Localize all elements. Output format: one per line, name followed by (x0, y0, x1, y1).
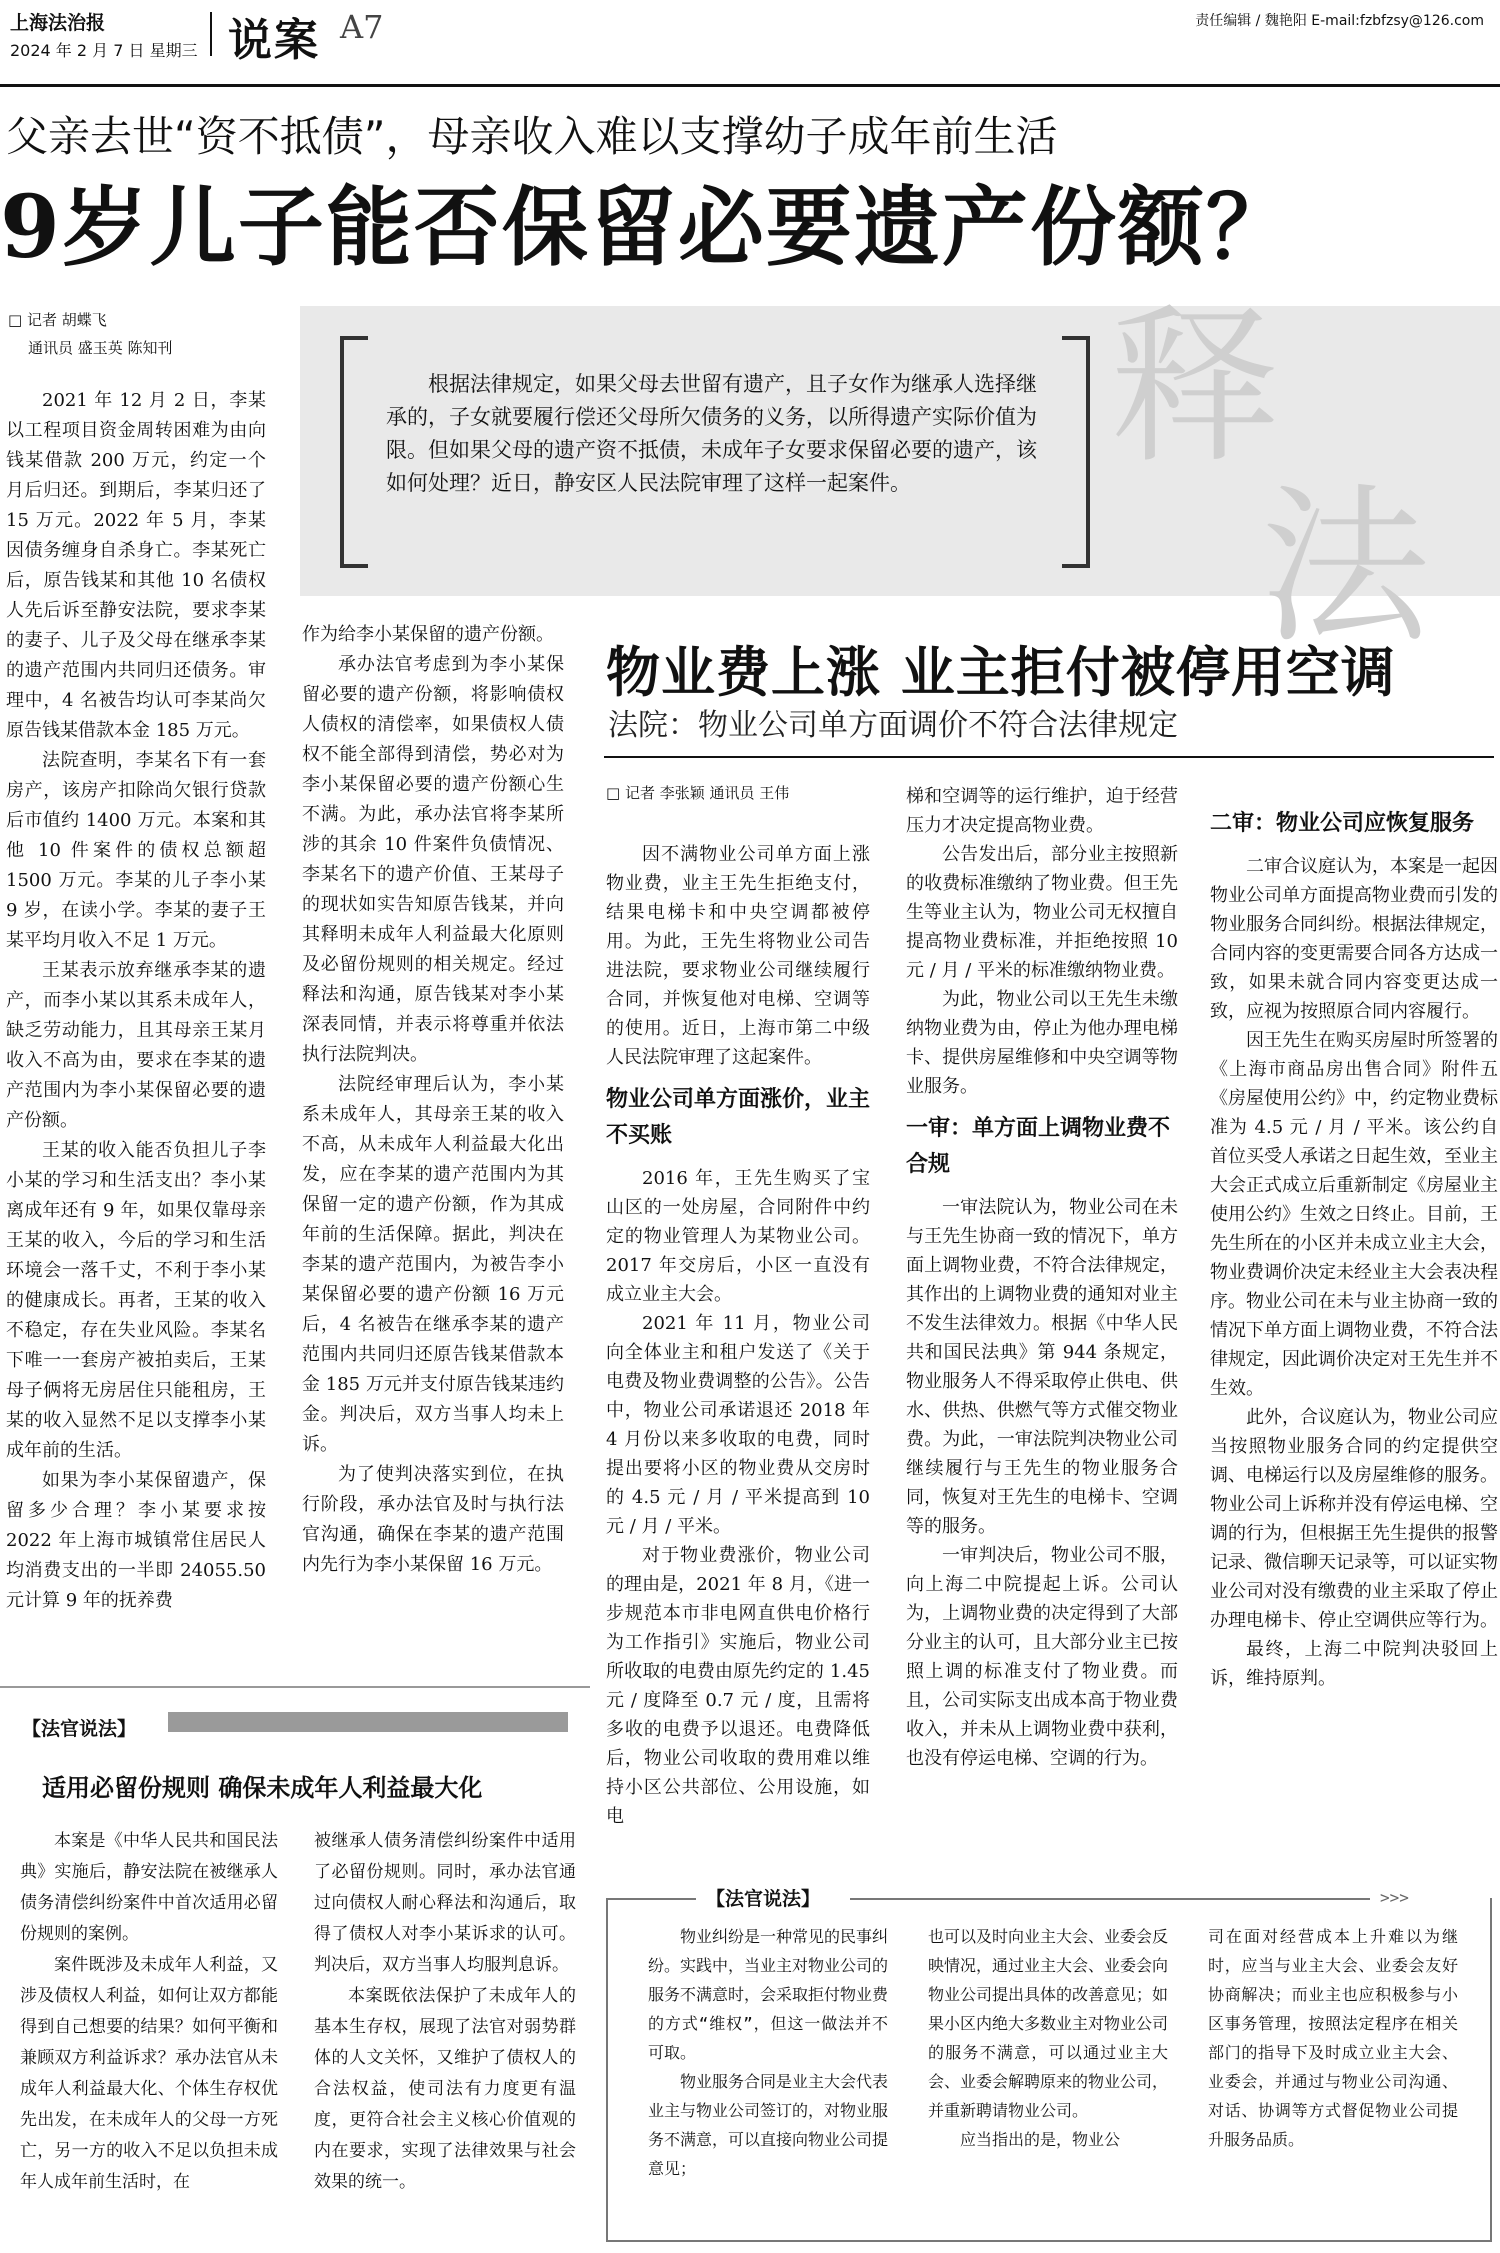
bracket-left (340, 336, 368, 568)
judge-comment1-column-2 (314, 1826, 576, 2226)
section-heading: 一审：单方面上调物业费不合规 (906, 1116, 1171, 1177)
paragraph: 一审法院认为，物业公司在未与王先生协商一致的情况下，单方面上调物业费，不符合法律规定，其作出的上调物业费的通知对业主不发生法律效力。根据《中华人民共和国民法典》第 944 条规定，物业服务人不得采取停止供电、供水、供热、供燃气等方式催交物业费。为此，一审法院判决物业公司继续履行与王先生的物业服务合同，恢复对王先生的电梯卡、空调等的服务。 (906, 1197, 1178, 1537)
paragraph: 法院经审理后认为，李小某系未成年人，其母亲王某的收入不高，从未成年人利益最大化出发，应在李某的遗产范围内为其保留一定的遗产份额，作为其成年前的生活保障。据此，判决在李某的遗产范围内，为被告李小某保留必要的遗产份额 16 万元后，4 名被告在继承李某的遗产范围内共同归还原告钱某借款本金 185 万元并支付原告钱某违约金。判决后，双方当事人均未上诉。 (302, 1074, 564, 1455)
judge-comment2-top-rule (606, 1898, 696, 1900)
paragraph: 王某表示放弃继承李某的遗产，而李小某以其系未成年人，缺乏劳动能力，且其母亲王某月收入不高为由，要求在李某的遗产范围内为李小某保留必要的遗产份额。 (6, 960, 266, 1131)
paragraph: 司在面对经营成本上升难以为继时，应当与业主大会、业委会友好协商解决；而业主也应积极参与小区事务管理，按照法定程序在相关部门的指导下及时成立业主大会、业委会，并通过与物业公司沟通、对话、协调等方式督促物业公司提升服务品质。 (1208, 1927, 1458, 2149)
judge-comment2-column-1 (648, 1922, 888, 2232)
article1-intro-box (340, 336, 1090, 568)
publication-date: 2024 年 2 月 7 日 星期三 (10, 41, 198, 60)
judge-comment1-title: 适用必留份规则 确保未成年人利益最大化 (42, 1774, 483, 1802)
paragraph: 作为给李小某保留的遗产份额。 (302, 624, 554, 645)
judge-comment1-bar (168, 1712, 568, 1732)
article1-subheadline: 父亲去世“资不抵债”，母亲收入难以支撑幼子成年前生活 (6, 112, 1058, 161)
paragraph: 物业服务合同是业主大会代表业主与物业公司签订的，对物业服务不满意，可以直接向物业公司提意见； (648, 2072, 888, 2178)
section-heading: 二审：物业公司应恢复服务 (1210, 811, 1475, 836)
paragraph: 本案是《中华人民共和国民法典》实施后，静安法院在被继承人债务清偿纠纷案件中首次适用必留份规则的案例。 (20, 1831, 278, 1944)
paragraph: 本案既依法保护了未成年人的基本生存权，展现了法官对弱势群体的人文关怀，又维护了债权人的合法权益，使司法有力度更有温度，更符合社会主义核心价值观的内在要求，实现了法律效果与社会效果的统一。 (314, 1986, 576, 2192)
paragraph: 案件既涉及未成年人利益，又涉及债权人利益，如何让双方都能得到自己想要的结果？如何平衡和兼顾双方利益诉求？承办法官从未成年人利益最大化、个体生存权优先出发，在未成年人的父母一方死亡，另一方的收入不足以负担未成年人成年前生活时，在 (20, 1955, 278, 2192)
section-name: 说案 (228, 15, 320, 66)
paragraph: 为此，物业公司以王先生未缴纳物业费为由，停止为他办理电梯卡、提供房屋维修和中央空调等物业服务。 (906, 989, 1178, 1097)
paragraph: 公告发出后，部分业主按照新的收费标准缴纳了物业费。但王先生等业主认为，物业公司无权擅自提高物业费标准，并拒绝按照 10 元 / 月 / 平米的标准缴纳物业费。 (906, 844, 1178, 981)
paragraph: 也可以及时向业主大会、业委会反映情况，通过业主大会、业委会向物业公司提出具体的改善意见；如果小区内绝大多数业主对物业公司的服务不满意，可以通过业主大会、业委会解聘原来的物业公司，并重新聘请物业公司。 (928, 1927, 1168, 2120)
paragraph: 2021 年 11 月，物业公司向全体业主和租户发送了《关于电费及物业费调整的公告》。公告中，物业公司承诺退还 2018 年 4 月份以来多收取的电费，同时提出要将小区的物业费从交房时的 4.5 元 / 月 / 平米提高到 10 元 / 月 / 平米。 (606, 1313, 870, 1537)
paragraph: 梯和空调等的运行维护，迫于经营压力才决定提高物业费。 (906, 786, 1178, 836)
paragraph: 2021 年 12 月 2 日，李某以工程项目资金周转困难为由向钱某借款 200 万元，约定一个月后归还。到期后，李某归还了 15 万元。2022 年 5 月，李某因债务缠身自杀身亡。李某死亡后，原告钱某和其他 10 名债权人先后诉至静安法院，要求李某的妻子、儿子及父母在继承李某的遗产范围内共同归还债务。审理中，4 名被告均认可李某尚欠原告钱某借款本金 185 万元。 (6, 390, 266, 741)
paragraph: 法院查明，李某名下有一套房产，该房产扣除尚欠银行贷款后市值约 1400 万元。本案和其他 10 件案件的债权总额超 1500 万元。李某的儿子李小某 9 岁，在读小学。李某的妻子王某平均月收入不足 1 万元。 (6, 750, 266, 951)
paragraph: 为了使判决落实到位，在执行阶段，承办法官及时与执行法官沟通，确保在李某的遗产范围内先行为李小某保留 16 万元。 (302, 1464, 564, 1575)
paragraph: 如果为李小某保留遗产，保留多少合理？李小某要求按 2022 年上海市城镇常住居民人均消费支出的一半即 24055.50 元计算 9 年的抚养费 (6, 1470, 266, 1611)
article1-intro: 根据法律规定，如果父母去世留有遗产，且子女作为继承人选择继承的，子女就要履行偿还父母所欠债务的义务，以所得遗产实际价值为限。但如果父母的遗产资不抵债，未成年子女要求保留必要的遗产，该如何处理？近日，静安区人民法院审理了这样一起案件。 (386, 372, 1037, 495)
article1-column-1 (6, 386, 266, 1682)
judge-comment2-column-2 (928, 1922, 1168, 2232)
paragraph: 物业纠纷是一种常见的民事纠纷。实践中，当业主对物业公司的服务不满意时，会采取拒付物业费的方式“维权”，但这一做法并不可取。 (648, 1927, 888, 2062)
paragraph: 因王先生在购买房屋时所签署的《上海市商品房出售合同》附件五《房屋使用公约》中，约定物业费标准为 4.5 元 / 月 / 平米。该公约自首位买受人承诺之日起生效，至业主大会正式成立后重新制定《房屋业主使用公约》生效之日终止。目前，王先生所在的小区并未成立业主大会，物业费调价决定未经业主大会表决程序。物业公司在未与业主协商一致的情况下单方面上调物业费，不符合法律规定，因此调价决定对王先生并不生效。 (1210, 1030, 1498, 1399)
page-number: A7 (340, 8, 384, 46)
editor-credit: 责任编辑 / 魏艳阳 E-mail:fzbfzsy@126.com (1195, 13, 1484, 29)
article2-subheadline: 法院：物业公司单方面调价不符合法律规定 (608, 708, 1178, 743)
judge-comment1-column-1 (20, 1826, 278, 2226)
judge-comment2-column-3 (1208, 1922, 1458, 2232)
section-heading: 物业公司单方面涨价，业主不买账 (606, 1087, 870, 1148)
judge-comment1-tag: 【法官说法】 (22, 1718, 137, 1740)
paragraph: 王某的收入能否负担儿子李小某的学习和生活支出？李小某离成年还有 9 年，如果仅靠母亲王某的收入，今后的学习和生活环境会一落千丈，不利于李小某的健康成长。再者，王某的收入不稳定，存在失业风险。李某名下唯一一套房产被拍卖后，王某母子俩将无房居住只能租房，王某的收入显然不足以支撑李小某成年前的生活。 (6, 1140, 266, 1461)
header-rule (0, 84, 1500, 87)
judge-comment1-rule (0, 1686, 590, 1688)
paragraph: 二审合议庭认为，本案是一起因物业公司单方面提高物业费而引发的物业服务合同纠纷。根据法律规定，合同内容的变更需要合同各方达成一致，如果未就合同内容变更达成一致，应视为按照原合同内容履行。 (1210, 856, 1498, 1022)
bracket-right (1062, 336, 1090, 568)
byline-correspondents: 通讯员 盛玉英 陈知刊 (28, 339, 173, 357)
masthead: 上海法治报 (10, 12, 106, 34)
paragraph: 最终，上海二中院判决驳回上诉，维持原判。 (1210, 1639, 1498, 1689)
paragraph: 因不满物业公司单方面上涨物业费，业主王先生拒绝支付，结果电梯卡和中央空调都被停用。为此，王先生将物业公司告进法院，要求物业公司继续履行合同，并恢复他对电梯、空调等的使用。近日，上海市第二中级人民法院审理了这起案件。 (606, 844, 870, 1068)
article2-column-2 (906, 782, 1178, 1862)
brand-character: 释 (1110, 289, 1281, 487)
article2-headline: 物业费上涨 业主拒付被停用空调 (606, 640, 1396, 704)
paragraph: 对于物业费涨价，物业公司的理由是，2021 年 8 月，《进一步规范本市非电网直供电价格行为工作指引》实施后，物业公司所收取的电费由原先约定的 1.45 元 / 度降至 0.7 元 / 度，且需将多收的电费予以退还。电费降低后，物业公司收取的费用难以维持小区公共部位、公用设施，如电 (606, 1545, 870, 1827)
article2-rule (604, 756, 1494, 758)
judge-comment2-top-rule (850, 1898, 1370, 1900)
article2-column-3 (1210, 796, 1498, 1862)
byline-reporter: □ 记者 胡蝶飞 (8, 311, 107, 329)
paragraph: 2016 年，王先生购买了宝山区的一处房屋，合同附件中约定的物业管理人为某物业公司。2017 年交房后，小区一直没有成立业主大会。 (606, 1168, 870, 1305)
brand-character: 法 (1260, 469, 1431, 667)
paragraph: 一审判决后，物业公司不服，向上海二中院提起上诉。公司认为，上调物业费的决定得到了大部分业主的认可，且大部分业主已按照上调的标准支付了物业费。而且，公司实际支出成本高于物业费收入，并未从上调物业费中获利，也没有停运电梯、空调的行为。 (906, 1545, 1178, 1769)
judge-comment2-tag: 【法官说法】 (706, 1888, 821, 1910)
article1-headline: 9岁儿子能否保留必要遗产份额？ (0, 177, 1294, 278)
paragraph: 应当指出的是，物业公 (960, 2130, 1121, 2149)
article2-byline: □ 记者 李张颖 通讯员 王伟 (606, 784, 790, 802)
article2-column-1 (606, 840, 870, 1860)
header-divider (210, 12, 212, 56)
paragraph: 承办法官考虑到为李小某保留必要的遗产份额，将影响债权人债权的清偿率，如果债权人债权不能全部得到清偿，势必对为李小某保留必要的遗产份额心生不满。为此，承办法官将李某所涉的其余 10 件案件负债情况、李某名下的遗产价值、王某母子的现状如实告知原告钱某，并向其释明未成年人利益最大化原则及必留份规则的相关规定。经过释法和沟通，原告钱某对李小某深表同情，并表示将尊重并依法执行法院判决。 (302, 654, 564, 1065)
article1-column-2 (302, 620, 564, 1682)
paragraph: 此外，合议庭认为，物业公司应当按照物业服务合同的约定提供空调、电梯运行以及房屋维修的服务。物业公司上诉称并没有停运电梯、空调的行为，但根据王先生提供的报警记录、微信聊天记录等，可以证实物业公司对没有缴费的业主采取了停止办理电梯卡、停止空调供应等行为。 (1210, 1407, 1498, 1631)
paragraph: 被继承人债务清偿纠纷案件中适用了必留份规则。同时，承办法官通过向债权人耐心释法和沟通后，取得了债权人对李小某诉求的认可。判决后，双方当事人均服判息诉。 (314, 1831, 576, 1975)
article1-byline (8, 306, 173, 362)
chevrons-icon: >>> (1380, 1888, 1409, 1907)
